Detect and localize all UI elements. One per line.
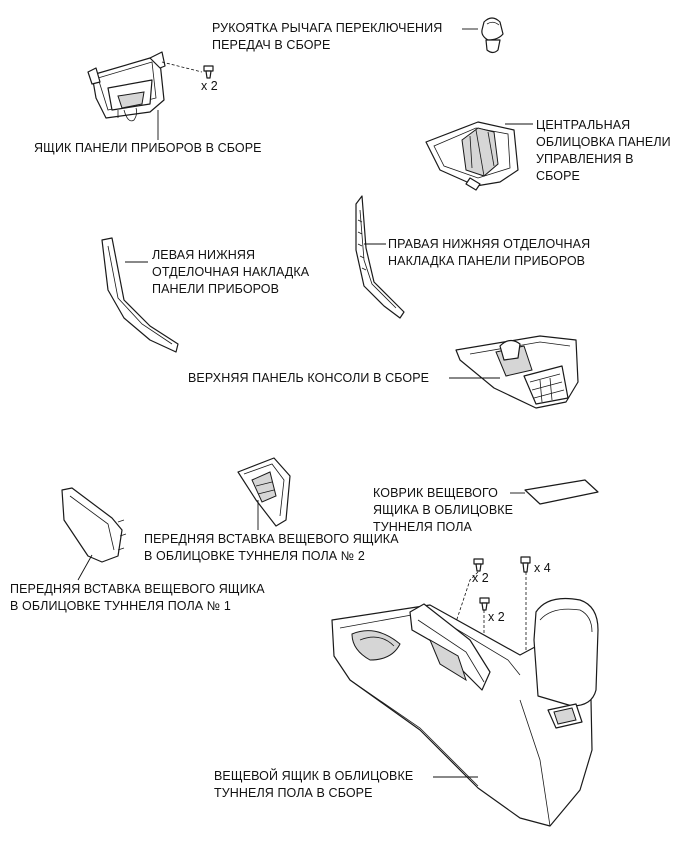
center-trim-part [426, 122, 518, 190]
front-insert-1-leader [78, 555, 92, 580]
instrument-box-part [88, 52, 165, 121]
bolt-icon [521, 557, 530, 572]
console-box-label: ВЕЩЕВОЙ ЯЩИК В ОБЛИЦОВКЕ ТУННЕЛЯ ПОЛА В СБОРЕ [214, 769, 414, 800]
instrument-box-label: ЯЩИК ПАНЕЛИ ПРИБОРОВ В СБОРЕ [34, 141, 262, 155]
console-screws-b-qty: x 2 [488, 610, 505, 624]
left-lower-trim-label: ЛЕВАЯ НИЖНЯЯ ОТДЕЛОЧНАЯ НАКЛАДКА ПАНЕЛИ ПРИБОРОВ [152, 248, 310, 296]
console-screws-a-qty: x 2 [472, 571, 489, 585]
front-insert-1-part [62, 488, 126, 562]
front-insert-2-part [238, 458, 290, 526]
box-mat-part [525, 480, 598, 504]
center-trim-label: ЦЕНТРАЛЬНАЯ ОБЛИЦОВКА ПАНЕЛИ УПРАВЛЕНИЯ В СБОРЕ [536, 118, 671, 183]
console-bolts-qty: x 4 [534, 561, 551, 575]
instrument-box-screw-line [162, 62, 202, 72]
shift-knob-part [482, 18, 503, 53]
front-insert-2-label: ПЕРЕДНЯЯ ВСТАВКА ВЕЩЕВОГО ЯЩИКА В ОБЛИЦОВКЕ ТУННЕЛЯ ПОЛА № 2 [144, 532, 399, 563]
screw-icon [480, 598, 489, 610]
screw-icon [204, 66, 213, 78]
box-mat-label: КОВРИК ВЕЩЕВОГО ЯЩИКА В ОБЛИЦОВКЕ ТУННЕЛЯ ПОЛА [373, 486, 514, 534]
console-upper-panel-part [456, 336, 578, 408]
right-lower-trim-label: ПРАВАЯ НИЖНЯЯ ОТДЕЛОЧНАЯ НАКЛАДКА ПАНЕЛИ ПРИБОРОВ [388, 237, 591, 268]
shift-knob-label: РУКОЯТКА РЫЧАГА ПЕРЕКЛЮЧЕНИЯ ПЕРЕДАЧ В СБОРЕ [212, 21, 443, 52]
front-insert-1-label: ПЕРЕДНЯЯ ВСТАВКА ВЕЩЕВОГО ЯЩИКА В ОБЛИЦОВКЕ ТУННЕЛЯ ПОЛА № 1 [10, 582, 265, 613]
box-screws-qty: x 2 [201, 79, 218, 93]
screw-icon [474, 559, 483, 571]
console-upper-panel-label: ВЕРХНЯЯ ПАНЕЛЬ КОНСОЛИ В СБОРЕ [188, 371, 430, 385]
